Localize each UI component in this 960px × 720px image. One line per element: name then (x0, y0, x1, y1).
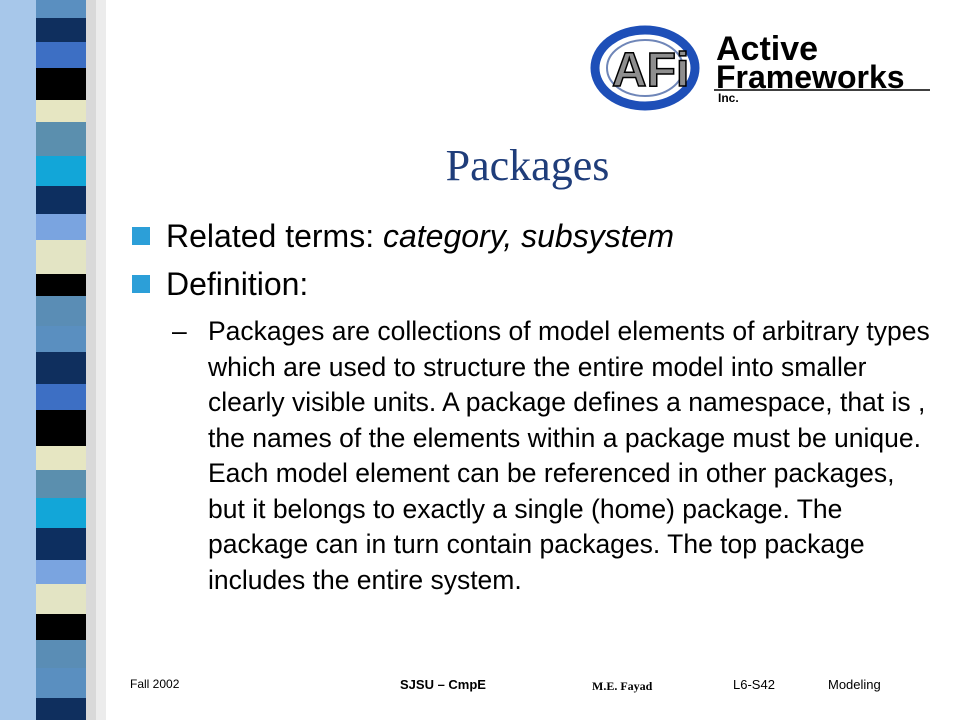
square-bullet-icon (132, 227, 150, 245)
logo-line-inc: Inc. (718, 91, 739, 105)
bullet-definition (132, 260, 932, 308)
decorative-side-stripe (0, 0, 110, 720)
bullet-list (132, 212, 932, 598)
definition-body: Packages are collections of model elements of arbitrary types which are used to structure the entire model into smaller clearly visible units. A package defines a namespace, that is , the names of the elements within a package must be unique. Each model element can be referenced in other packages, but it belongs to exactly a single (home) package. The package can in turn contain packages. The top package includes the entire system. (208, 316, 930, 595)
footer-author: M.E. Fayad (592, 679, 653, 693)
active-frameworks-logo (590, 22, 935, 114)
logo-letters: AFi (612, 44, 690, 97)
dash-marker: – (172, 316, 187, 346)
square-bullet-icon (132, 275, 150, 293)
footer-school: SJSU – CmpE (400, 677, 486, 692)
footer-slide-id: L6-S42 (733, 677, 775, 692)
footer-date: Fall 2002 (130, 677, 180, 691)
logo-line-active: Active (716, 30, 819, 68)
bullet-text: Definition: (166, 266, 309, 302)
footer-course: Modeling (828, 677, 881, 692)
bullet-related-terms (132, 212, 932, 260)
bullet-text: Related terms: (166, 218, 383, 254)
bullet-emphasis: category, subsystem (382, 218, 675, 254)
definition-text (132, 314, 932, 598)
logo-line-frameworks: Frameworks (716, 59, 905, 95)
slide-title: Packages (445, 141, 610, 190)
